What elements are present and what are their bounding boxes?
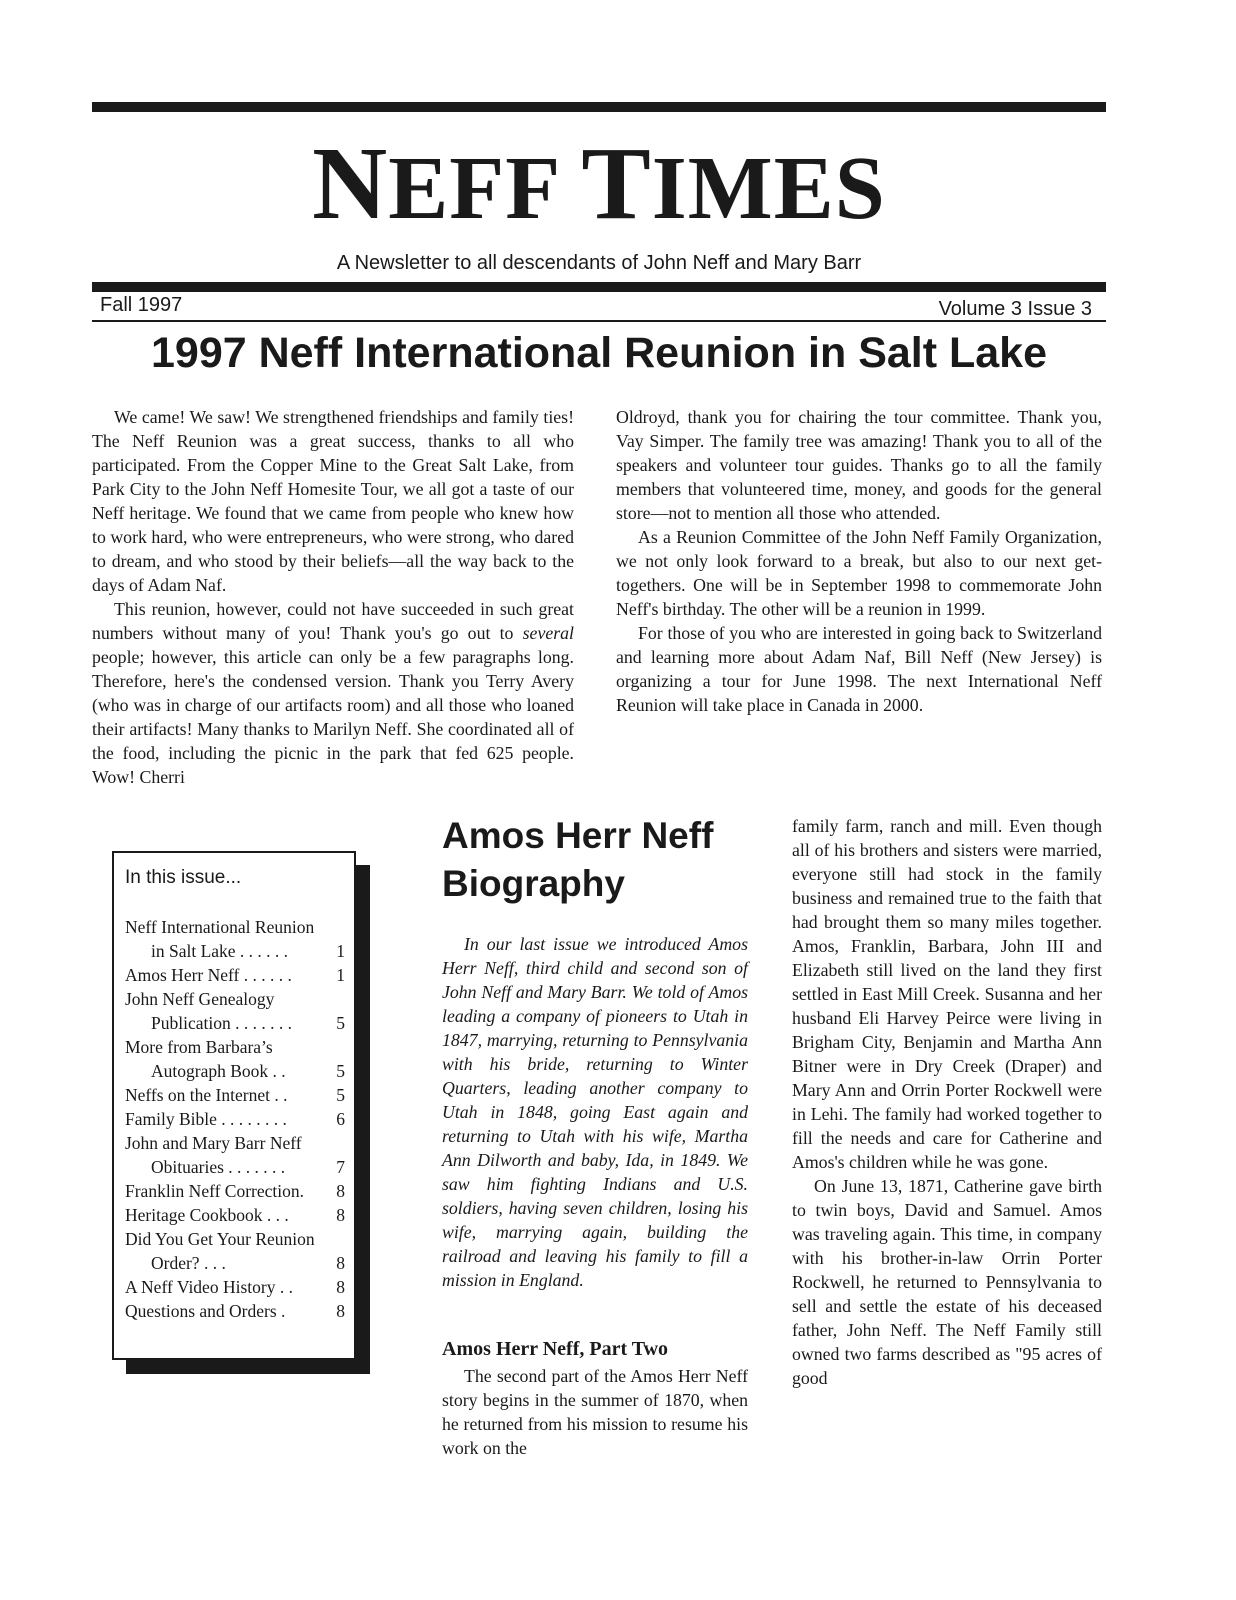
toc-item[interactable] bbox=[125, 1083, 345, 1107]
toc-item-page: 1 bbox=[336, 941, 345, 961]
toc-item-label: More from Barbara’s Autograph Book . . bbox=[125, 1037, 286, 1081]
lead-headline: 1997 Neff International Reunion in Salt Lake bbox=[150, 329, 1048, 377]
toc-item-label: A Neff Video History . . bbox=[125, 1277, 293, 1297]
reunion-article-col2 bbox=[616, 405, 1102, 717]
issue-rule bbox=[92, 320, 1106, 322]
newsletter-title bbox=[92, 126, 1106, 241]
reunion-paragraph: For those of you who are interested in going back to Switzerland and learning more about Adam Naf, Bill Neff (New Jersey) is organizing a tour for June 1998. The next International Neff Reunion will take place in Canada in 2000. bbox=[616, 623, 1102, 715]
toc-item-label: John and Mary Barr Neff Obituaries . . . . . . . bbox=[125, 1133, 302, 1177]
biography-intro bbox=[442, 932, 748, 1292]
toc-list bbox=[125, 915, 345, 1323]
toc-item-page: 8 bbox=[336, 1181, 345, 1201]
toc-item-page: 5 bbox=[336, 1013, 345, 1033]
issue-volume: Volume 3 Issue 3 bbox=[938, 298, 1092, 320]
toc-item[interactable] bbox=[125, 915, 345, 963]
toc-item-label: Franklin Neff Correction. bbox=[125, 1181, 305, 1201]
toc-item[interactable] bbox=[125, 1227, 345, 1275]
biography-subheading: Amos Herr Neff, Part Two bbox=[442, 1338, 669, 1360]
toc-item[interactable] bbox=[125, 1035, 345, 1083]
biography-part-two bbox=[442, 1364, 748, 1460]
biography-paragraph: The second part of the Amos Herr Neff story begins in the summer of 1870, when he returned from his mission to resume his work on the bbox=[442, 1366, 748, 1458]
reunion-paragraph: Oldroyd, thank you for chairing the tour committee. Thank you, Vay Simper. The family tree was amazing! Thank you to all of the speakers and volunteer tour guides. Thanks go to all the family members that volunteered time, money, and goods for the general store—not to mention all those who attended. bbox=[616, 407, 1102, 523]
toc-item-page: 8 bbox=[336, 1253, 345, 1273]
toc-item-page: 1 bbox=[336, 965, 345, 985]
toc-item-page: 5 bbox=[336, 1061, 345, 1081]
toc-item-label: Family Bible . . . . . . . . bbox=[125, 1109, 287, 1129]
toc-item-label: Did You Get Your Reunion Order? . . . bbox=[125, 1229, 315, 1273]
biography-intro-text: In our last issue we introduced Amos Herr Neff, third child and second son of John Neff and Mary Barr. We told of Amos leading a company of pioneers to Utah in 1847, marrying, returning to Pennsylvania with his bride, returning to Winter Quarters, leading another company to Utah in 1848, going East again and returning to Utah with his wife, Martha Ann Dilworth and baby, Ida, in 1849. We saw him fighting Indians and U.S. soldiers, having seven children, losing his wife, marrying again, building the railroad and leaving his family to fill a mission in England. bbox=[442, 934, 748, 1290]
title-initial-n: N bbox=[312, 126, 389, 241]
biography-title: Amos Herr Neff Biography bbox=[442, 815, 714, 904]
toc-item-page: 7 bbox=[336, 1157, 345, 1177]
toc-item[interactable] bbox=[125, 1299, 345, 1323]
reunion-text: people; however, this article can only be a few paragraphs long. Therefore, here's the condensed version. Thank you Terry Avery (who was in charge of our artifacts room) and all those who loaned their artifacts! Many thanks to Marilyn Neff. She coordinated all of the food, including the picnic in the park that fed 625 people. Wow! Cherri bbox=[92, 647, 574, 787]
toc-item[interactable] bbox=[125, 987, 345, 1035]
top-rule bbox=[92, 102, 1106, 112]
toc-item[interactable] bbox=[125, 1275, 345, 1299]
toc-item-page: 8 bbox=[336, 1301, 345, 1321]
reunion-emphasis: several bbox=[522, 623, 574, 643]
in-this-issue-box bbox=[112, 851, 356, 1360]
toc-item-label: Heritage Cookbook . . . bbox=[125, 1205, 289, 1225]
biography-col3 bbox=[792, 814, 1102, 1390]
newsletter-subtitle: A Newsletter to all descendants of John Neff and Mary Barr bbox=[336, 252, 862, 274]
toc-item-page: 8 bbox=[336, 1277, 345, 1297]
reunion-text: This reunion, however, could not have succeeded in such great numbers without many of you! Thank you's go out to bbox=[92, 599, 574, 643]
reunion-article-col1 bbox=[92, 405, 574, 789]
toc-item[interactable] bbox=[125, 1131, 345, 1179]
toc-item-label: Neffs on the Internet . . bbox=[125, 1085, 288, 1105]
toc-item-label: Amos Herr Neff . . . . . . bbox=[125, 965, 292, 985]
title-rest-eff: EFF bbox=[388, 139, 558, 238]
toc-item-page: 6 bbox=[336, 1109, 345, 1129]
masthead-bottom-rule bbox=[92, 282, 1106, 292]
toc-item-page: 5 bbox=[336, 1085, 345, 1105]
toc-title: In this issue... bbox=[125, 867, 242, 888]
toc-item-page: 8 bbox=[336, 1205, 345, 1225]
reunion-paragraph bbox=[92, 597, 574, 789]
reunion-paragraph: As a Reunion Committee of the John Neff Family Organization, we not only look forward to a break, but also to our next get-togethers. One will be in September 1998 to commemorate John Neff's birthday. The other will be a reunion in 1999. bbox=[616, 527, 1102, 619]
title-initial-t: T bbox=[581, 126, 652, 241]
toc-item-label: Neff International Reunion in Salt Lake . . . . . . bbox=[125, 917, 315, 961]
toc-item-label: John Neff Genealogy Publication . . . . . . . bbox=[125, 989, 292, 1033]
toc-item-label: Questions and Orders . bbox=[125, 1301, 286, 1321]
issue-season: Fall 1997 bbox=[100, 294, 183, 316]
toc-item[interactable] bbox=[125, 1203, 345, 1227]
biography-paragraph: On June 13, 1871, Catherine gave birth to twin boys, David and Samuel. Amos was traveling again. This time, in company with his brother-in-law Orrin Porter Rockwell, he returned to Pennsylvania to sell and settle the estate of his deceased father, John Neff. The Neff Family still owned two farms described as "95 acres of good bbox=[792, 1176, 1102, 1388]
title-rest-imes: IMES bbox=[651, 139, 886, 238]
reunion-paragraph: We came! We saw! We strengthened friendships and family ties! The Neff Reunion was a great success, thanks to all who participated. From the Copper Mine to the Great Salt Lake, from Park City to the John Neff Homesite Tour, we all got a taste of our Neff heritage. We found that we came from people who knew how to work hard, who were entrepreneurs, who were strong, who dared to dream, and who stood by their beliefs—all the way back to the days of Adam Naf. bbox=[92, 407, 574, 595]
toc-item[interactable] bbox=[125, 1179, 345, 1203]
toc-item[interactable] bbox=[125, 963, 345, 987]
biography-paragraph: family farm, ranch and mill. Even though all of his brothers and sisters were married, everyone still had stock in the family business and remained true to the faith that had brought them so many miles together. Amos, Franklin, Barbara, John III and Elizabeth still lived on the land they first settled in East Mill Creek. Susanna and her husband Eli Harvey Peirce were living in Brigham City, Benjamin and Martha Ann Bitner were in Dry Creek (Draper) and Mary Ann and Orrin Porter Rockwell were in Lehi. The family had worked together to fill the needs and care for Catherine and Amos's children while he was gone. bbox=[792, 816, 1102, 1172]
toc-item[interactable] bbox=[125, 1107, 345, 1131]
